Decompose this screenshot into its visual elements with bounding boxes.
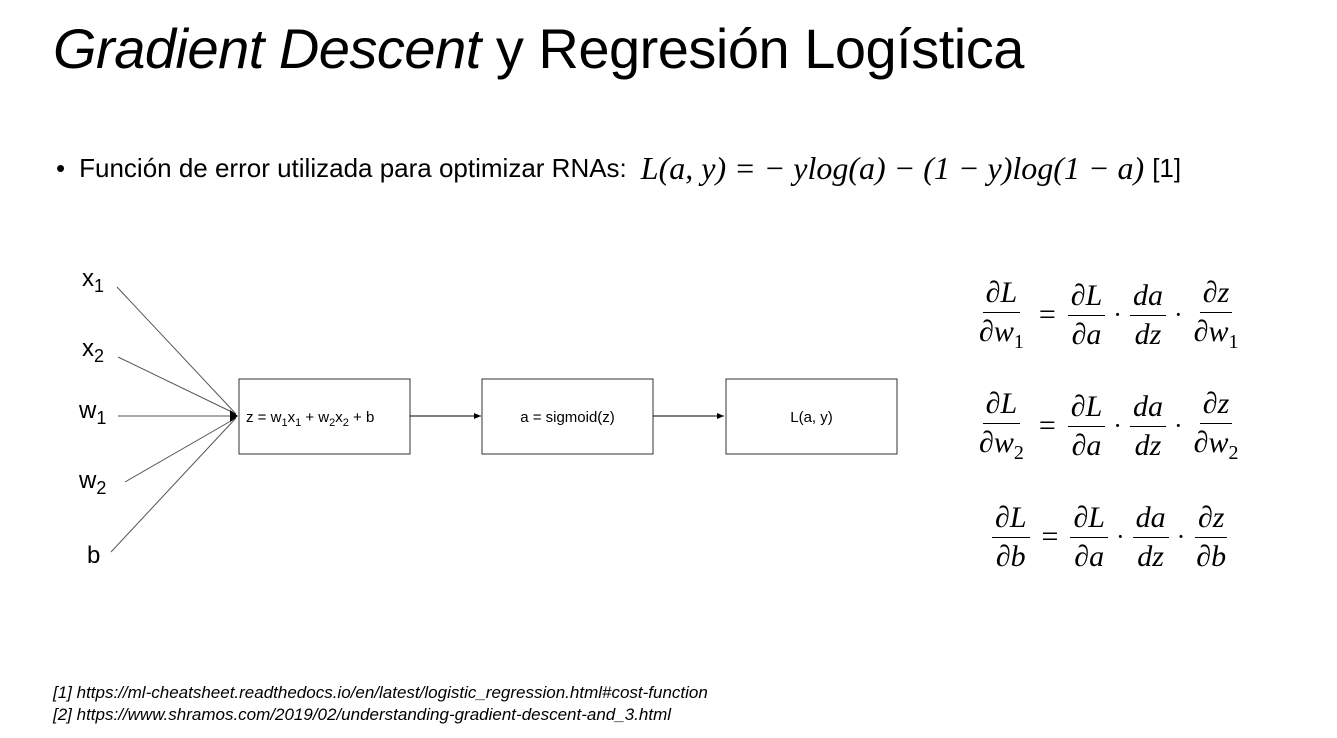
multiply-dot: ·: [1115, 522, 1125, 551]
fraction: $\frac{\partial z}{\partial w_2}$: [1193, 387, 1239, 464]
fraction: $\frac{da}{dz}$: [1130, 280, 1166, 350]
loss-formula-text: L(a, y) = − ylog(a) − (1 − y)log(1 − a): [640, 150, 1145, 186]
equals-sign: =: [1041, 520, 1059, 553]
fraction: $\frac{da}{dz}$: [1133, 502, 1169, 572]
equals-sign: =: [1038, 409, 1056, 442]
equation-dw2: [970, 387, 1247, 465]
input-label-w2: $w_2$: [79, 467, 107, 498]
fraction: $\frac{\partial L}{\partial a}$: [1070, 502, 1108, 572]
fraction: $\frac{\partial L}{\partial a}$: [1068, 280, 1106, 350]
input-label-x1: $x_1$: [82, 265, 105, 296]
fraction: $\frac{\partial z}{\partial b}$: [1196, 501, 1227, 573]
equals-sign: =: [1038, 298, 1056, 331]
activation-box-label: a = sigmoid(z): [520, 409, 615, 426]
multiply-dot: ·: [1176, 522, 1186, 551]
edge-b: [111, 418, 236, 552]
linear-box-label: $z = w_1x_1 + w_2x_2 + b$: [246, 409, 375, 429]
multiply-dot: ·: [1113, 411, 1122, 440]
input-label-w1: $w_1$: [79, 397, 107, 428]
reference-1[interactable]: [1] https://ml-cheatsheet.readthedocs.io/en/latest/logistic_regression.html#cost-function: [53, 683, 708, 702]
references: [53, 682, 708, 726]
bullet-text: Función de error utilizada para optimizar RNAs:: [79, 153, 627, 183]
input-label-x2: $x_2$: [82, 335, 105, 366]
fraction: $\frac{da}{dz}$: [1130, 391, 1166, 461]
input-label-b: b: [87, 542, 101, 569]
fraction: $\frac{\partial z}{\partial w_1}$: [1193, 276, 1239, 353]
bullet-dot-icon: •: [56, 153, 66, 183]
equation-db: [970, 498, 1247, 576]
multiply-dot: ·: [1173, 411, 1183, 440]
fraction: $\frac{\partial L}{\partial b}$: [992, 502, 1030, 572]
multiply-dot: ·: [1113, 300, 1122, 329]
bullet-citation: [1]: [1152, 153, 1182, 183]
fraction: $\frac{\partial L}{\partial w_1}$: [979, 276, 1024, 353]
edge-w2: [125, 418, 236, 482]
loss-box-label: L(a, y): [790, 409, 833, 426]
reference-2[interactable]: [2] https://www.shramos.com/2019/02/understanding-gradient-descent-and_3.html: [53, 705, 672, 724]
edge-x2: [118, 357, 236, 414]
fraction: $\frac{\partial L}{\partial w_2}$: [979, 387, 1024, 464]
multiply-dot: ·: [1173, 300, 1183, 329]
title-italic: Gradient Descent: [53, 17, 481, 80]
fraction: $\frac{\partial L}{\partial a}$: [1068, 391, 1106, 461]
equation-dw1: [970, 276, 1247, 354]
title-rest: y Regresión Logística: [480, 17, 1024, 80]
edge-x1: [117, 287, 236, 414]
chain-rule-equations: [970, 276, 1247, 609]
